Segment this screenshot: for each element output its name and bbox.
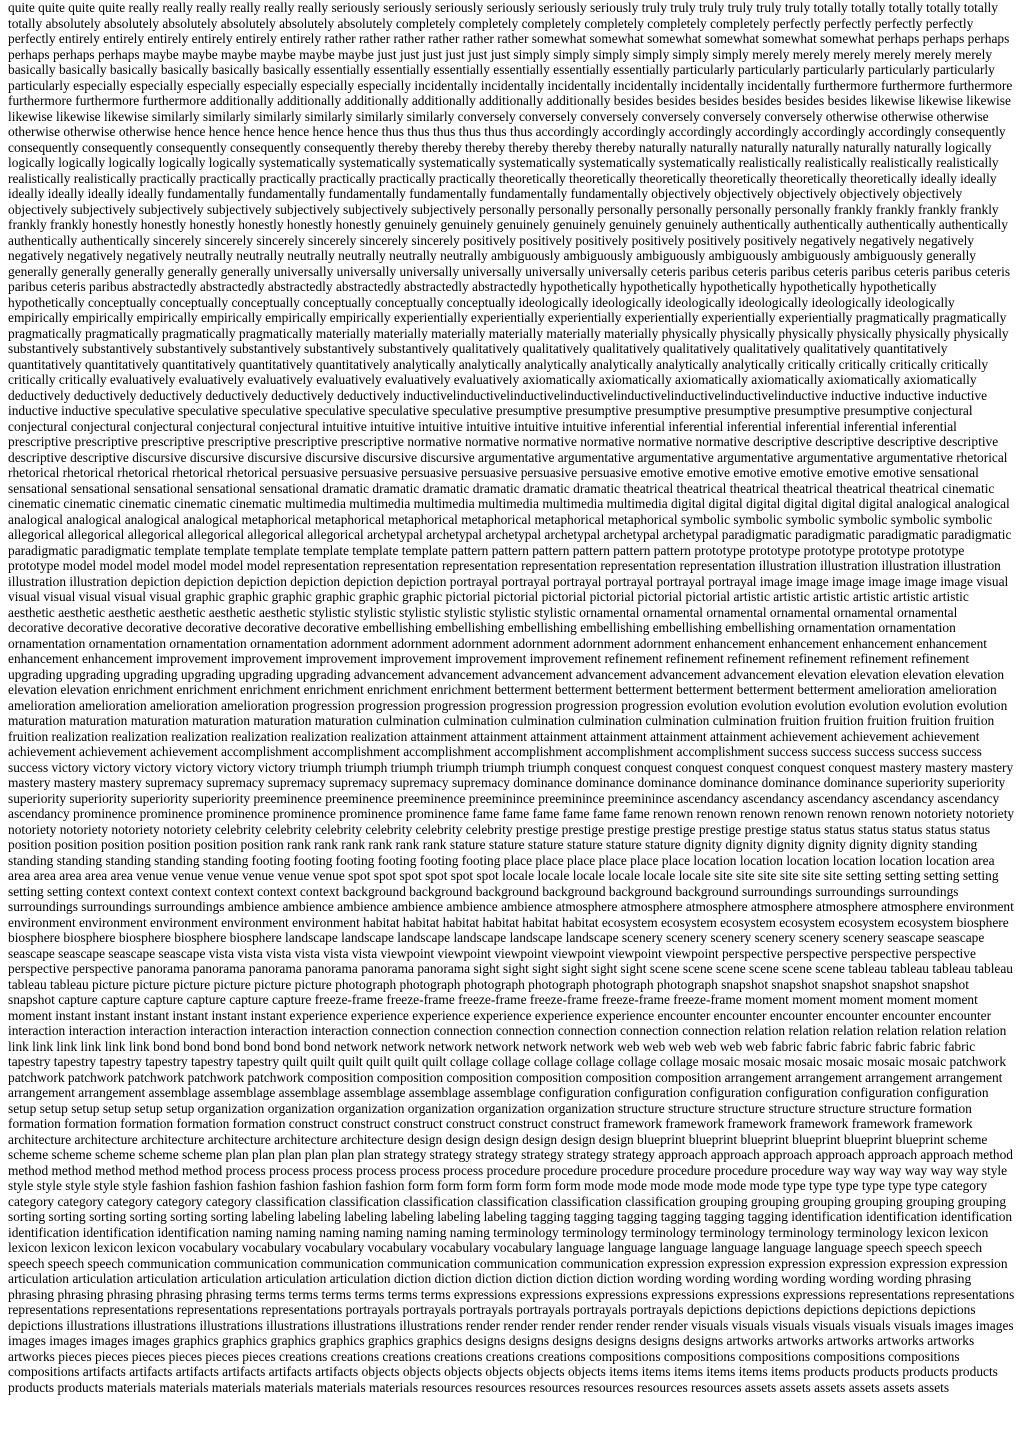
- body-text: quite quite quite quite really really really really really really seriously seriously seriously seriously seriously seriously truly truly truly truly truly truly totally totally totally totally totally totally absolutely absolutely absolutely absolutely absolutely absolutely completely completely completely completely completely completely perfectly perfectly perfectly perfectly perfectly entirely entirely entirely entirely entirely entirely rather rather rather rather rather rather somewhat somewhat somewhat somewhat somewhat somewhat perhaps perhaps perhaps perhaps perhaps perhaps maybe maybe maybe maybe maybe maybe just just just just just just simply simply simply simply simply simply merely merely merely merely merely merely basically basically basically basically basically basically essentially essentially essentially essentially essentially essentially particularly particularly particularly particularly particularly particularly especially especially especially especially especially especially incidentally incidentally incidentally incidentally incidentally incidentally furthermore furthermore furthermore furthermore furthermore furthermore additionally additionally additionally additionally additionally additionally besides besides besides besides besides besides likewise likewise likewise likewise likewise likewise similarly similarly similarly similarly similarly similarly conversely conversely conversely conversely conversely conversely otherwise otherwise otherwise otherwise otherwise otherwise hence hence hence hence hence hence thus thus thus thus thus thus accordingly accordingly accordingly accordingly accordingly accordingly consequently consequently consequently consequently consequently consequently thereby thereby thereby thereby thereby thereby naturally naturally naturally naturally naturally naturally logically logically logically logically logically logically systematically systematically systematically systematically systematically systematically realistically realistically realistically realistically realistically realistically practically practically practically practically practically practically theoretically theoretically theoretically theoretically theoretically theoretically ideally ideally ideally ideally ideally ideally fundamentally fundamentally fundamentally fundamentally fundamentally fundamentally objectively objectively objectively objectively objectively objectively subjectively subjectively subjectively subjectively subjectively subjectively personally personally personally personally personally personally frankly frankly frankly frankly frankly frankly honestly honestly honestly honestly honestly honestly genuinely genuinely genuinely genuinely genuinely genuinely authentically authentically authentically authentically authentically authentically sincerely sincerely sincerely sincerely sincerely sincerely positively positively positively positively positively positively negatively negatively negatively negatively negatively negatively neutrally neutrally neutrally neutrally neutrally neutrally ambiguously ambiguously ambiguously ambiguously ambiguously ambiguously generally generally generally generally generally generally universally universally universally universally universally universally ceteris paribus ceteris paribus ceteris paribus ceteris paribus ceteris paribus ceteris paribus abstractedly abstractedly abstractedly abstractedly abstractedly abstractedly hypothetically hypothetically hypothetically hypothetically hypothetically hypothetically conceptually conceptually conceptually conceptually conceptually conceptually ideologically ideologically ideologically ideologically ideologically ideologically empirically empirically empirically empirically empirically empirically experientially experientially experientially experientially experientially experientially pragmatically pragmatically pragmatically pragmatically pragmatically pragmatically materially materially materially materially materially materially physically physically physically physically physically physically substantively substantively substantively substantively substantively substantively qualitatively qualitatively qualitatively qualitatively qualitatively qualitatively quantitatively quantitatively quantitatively quantitatively quantitatively quantitatively analytically analytically analytically analytically analytically analytically critically critically critically critically critically critically evaluatively evaluatively evaluatively evaluatively evaluatively evaluatively axiomatically axiomatically axiomatically axiomatically axiomatically axiomatically deductively deductively deductively deductively deductively deductively inductivelinductivelinductivelinductivelinductivelinductivelinductivelinductive inductive inductive inductive inductive inductive speculative speculative speculative speculative speculative speculative presumptive presumptive presumptive presumptive presumptive presumptive conjectural conjectural conjectural conjectural conjectural conjectural intuitive intuitive intuitive intuitive intuitive intuitive inferential inferential inferential inferential inferential inferential prescriptive prescriptive prescriptive prescriptive prescriptive prescriptive normative normative normative normative normative normative descriptive descriptive descriptive descriptive descriptive descriptive discursive discursive discursive discursive discursive discursive argumentative argumentative argumentative argumentative argumentative argumentative rhetorical rhetorical rhetorical rhetorical rhetorical rhetorical persuasive persuasive persuasive persuasive persuasive persuasive emotive emotive emotive emotive emotive emotive sensational sensational sensational sensational sensational sensational dramatic dramatic dramatic dramatic dramatic dramatic theatrical theatrical theatrical theatrical theatrical theatrical cinematic cinematic cinematic cinematic cinematic cinematic multimedia multimedia multimedia multimedia multimedia multimedia digital digital digital digital digital digital analogical analogical analogical analogical analogical analogical metaphorical metaphorical metaphorical metaphorical metaphorical metaphorical symbolic symbolic symbolic symbolic symbolic symbolic allegorical allegorical allegorical allegorical allegorical allegorical archetypal archetypal archetypal archetypal archetypal archetypal paradigmatic paradigmatic paradigmatic paradigmatic paradigmatic paradigmatic template template template template template template pattern pattern pattern pattern pattern pattern prototype prototype prototype prototype prototype prototype model model model model model model representation representation representation representation representation representation illustration illustration illustration illustration illustration illustration depiction depiction depiction depiction depiction depiction portrayal portrayal portrayal portrayal portrayal portrayal image image image image image image visual visual visual visual visual visual graphic graphic graphic graphic graphic graphic pictorial pictorial pictorial pictorial pictorial pictorial artistic artistic artistic artistic artistic artistic aesthetic aesthetic aesthetic aesthetic aesthetic aesthetic stylistic stylistic stylistic stylistic stylistic stylistic ornamental ornamental ornamental ornamental ornamental ornamental decorative decorative decorative decorative decorative decorative embellishing embellishing embellishing embellishing embellishing embellishing ornamentation ornamentation ornamentation ornamentation ornamentation ornamentation adornment adornment adornment adornment adornment adornment enhancement enhancement enhancement enhancement enhancement enhancement improvement improvement improvement improvement improvement improvement refinement refinement refinement refinement refinement refinement upgrading upgrading upgrading upgrading upgrading upgrading advancement advancement advancement advancement advancement advancement elevation elevation elevation elevation elevation elevation enrichment enrichment enrichment enrichment enrichment enrichment betterment betterment betterment betterment betterment betterment amelioration amelioration amelioration amelioration amelioration amelioration progression progression progression progression progression progression evolution evolution evolution evolution evolution evolution maturation maturation maturation maturation maturation maturation culmination culmination culmination culmination culmination culmination fruition fruition fruition fruition fruition fruition realization realization realization realization realization realization attainment attainment attainment attainment attainment attainment achievement achievement achievement achievement achievement achievement accomplishment accomplishment accomplishment accomplishment accomplishment accomplishment success success success success success success victory victory victory victory victory victory triumph triumph triumph triumph triumph triumph conquest conquest conquest conquest conquest conquest mastery mastery mastery mastery mastery mastery supremacy supremacy supremacy supremacy supremacy supremacy dominance dominance dominance dominance dominance dominance superiority superiority superiority superiority superiority superiority preeminence preeminence preeminence preeminince preeminince preeminince ascendancy ascendancy ascendancy ascendancy ascendancy ascendancy prominence prominence prominence prominence prominence prominence fame fame fame fame fame fame renown renown renown renown renown renown notoriety notoriety notoriety notoriety notoriety notoriety celebrity celebrity celebrity celebrity celebrity celebrity prestige prestige prestige prestige prestige prestige status status status status status status position position position position position position rank rank rank rank rank rank stature stature stature stature stature stature dignity dignity dignity dignity dignity dignity standing standing standing standing standing standing footing footing footing footing footing footing place place place place place place location location location location location location area area area area area area venue venue venue venue venue venue spot spot spot spot spot spot locale locale locale locale locale locale site site site site site site setting setting setting setting setting setting context context context context context context background background background background background background surroundings surroundings surroundings surroundings surroundings surroundings ambience ambience ambience ambience ambience ambience atmosphere atmosphere atmosphere atmosphere atmosphere atmosphere environment environment environment environment environment environment habitat habitat habitat habitat habitat habitat ecosystem ecosystem ecosystem ecosystem ecosystem ecosystem biosphere biosphere biosphere biosphere biosphere biosphere landscape landscape landscape landscape landscape landscape scenery scenery scenery scenery scenery scenery seascape seascape seascape seascape seascape seascape vista vista vista vista vista vista viewpoint viewpoint viewpoint viewpoint viewpoint viewpoint perspective perspective perspective perspective perspective perspective panorama panorama panorama panorama panorama panorama sight sight sight sight sight sight scene scene scene scene scene scene tableau tableau tableau tableau tableau tableau picture picture picture picture picture picture photograph photograph photograph photograph photograph photograph snapshot snapshot snapshot snapshot snapshot snapshot capture capture capture capture capture capture freeze-frame freeze-frame freeze-frame freeze-frame freeze-frame freeze-frame moment moment moment moment moment moment instant instant instant instant instant instant experience experience experience experience experience experience encounter encounter encounter encounter encounter encounter interaction interaction interaction interaction interaction interaction connection connection connection connection connection connection relation relation relation relation relation relation link link link link link link bond bond bond bond bond bond network network network network network network web web web web web web fabric fabric fabric fabric fabric fabric tapestry tapestry tapestry tapestry tapestry tapestry quilt quilt quilt quilt quilt quilt collage collage collage collage collage collage mosaic mosaic mosaic mosaic mosaic mosaic patchwork patchwork patchwork patchwork patchwork patchwork composition composition composition composition composition composition arrangement arrangement arrangement arrangement arrangement arrangement assemblage assemblage assemblage assemblage assemblage assemblage configuration configuration configuration configuration configuration configuration setup setup setup setup setup setup organization organization organization organization organization organization structure structure structure structure structure structure formation formation formation formation formation formation construct construct construct construct construct construct framework framework framework framework framework framework architecture architecture architecture architecture architecture architecture design design design design design design blueprint blueprint blueprint blueprint blueprint blueprint scheme scheme scheme scheme scheme scheme plan plan plan plan plan plan strategy strategy strategy strategy strategy strategy approach approach approach approach approach approach method method method method method method process process process process process process procedure procedure procedure procedure procedure procedure way way way way way way style style style style style style fashion fashion fashion fashion fashion fashion form form form form form form mode mode mode mode mode mode type type type type type type category category category category category category classification classification classification classification classification classification grouping grouping grouping grouping grouping grouping sorting sorting sorting sorting sorting sorting labeling labeling labeling labeling labeling labeling tagging tagging tagging tagging tagging tagging identification identification identification identification identification identification naming naming naming naming naming naming terminology terminology terminology terminology terminology terminology lexicon lexicon lexicon lexicon lexicon lexicon vocabulary vocabulary vocabulary vocabulary vocabulary vocabulary language language language language language language speech speech speech speech speech speech communication communication communication communication communication communication expression expression expression expression expression expression articulation articulation articulation articulation articulation articulation diction diction diction diction diction diction wording wording wording wording wording wording phrasing phrasing phrasing phrasing phrasing phrasing terms terms terms terms terms terms expressions expressions expressions expressions expressions expressions representations representations representations representations representations representations portrayals portrayals portrayals portrayals portrayals portrayals depictions depictions depictions depictions depictions depictions illustrations illustrations illustrations illustrations illustrations illustrations render render render render render render visuals visuals visuals visuals visuals visuals images images images images images images graphics graphics graphics graphics graphics graphics designs designs designs designs designs designs artworks artworks artworks artworks artworks artworks pieces pieces pieces pieces pieces pieces creations creations creations creations creations creations compositions compositions compositions compositions compositions compositions artifacts artifacts artifacts artifacts artifacts artifacts objects objects objects objects objects objects items items items items items items products products products products products products materials materials materials materials materials materials resources resources resources resources resources resources assets assets assets assets assets assets: [8, 0, 1015, 1395]
